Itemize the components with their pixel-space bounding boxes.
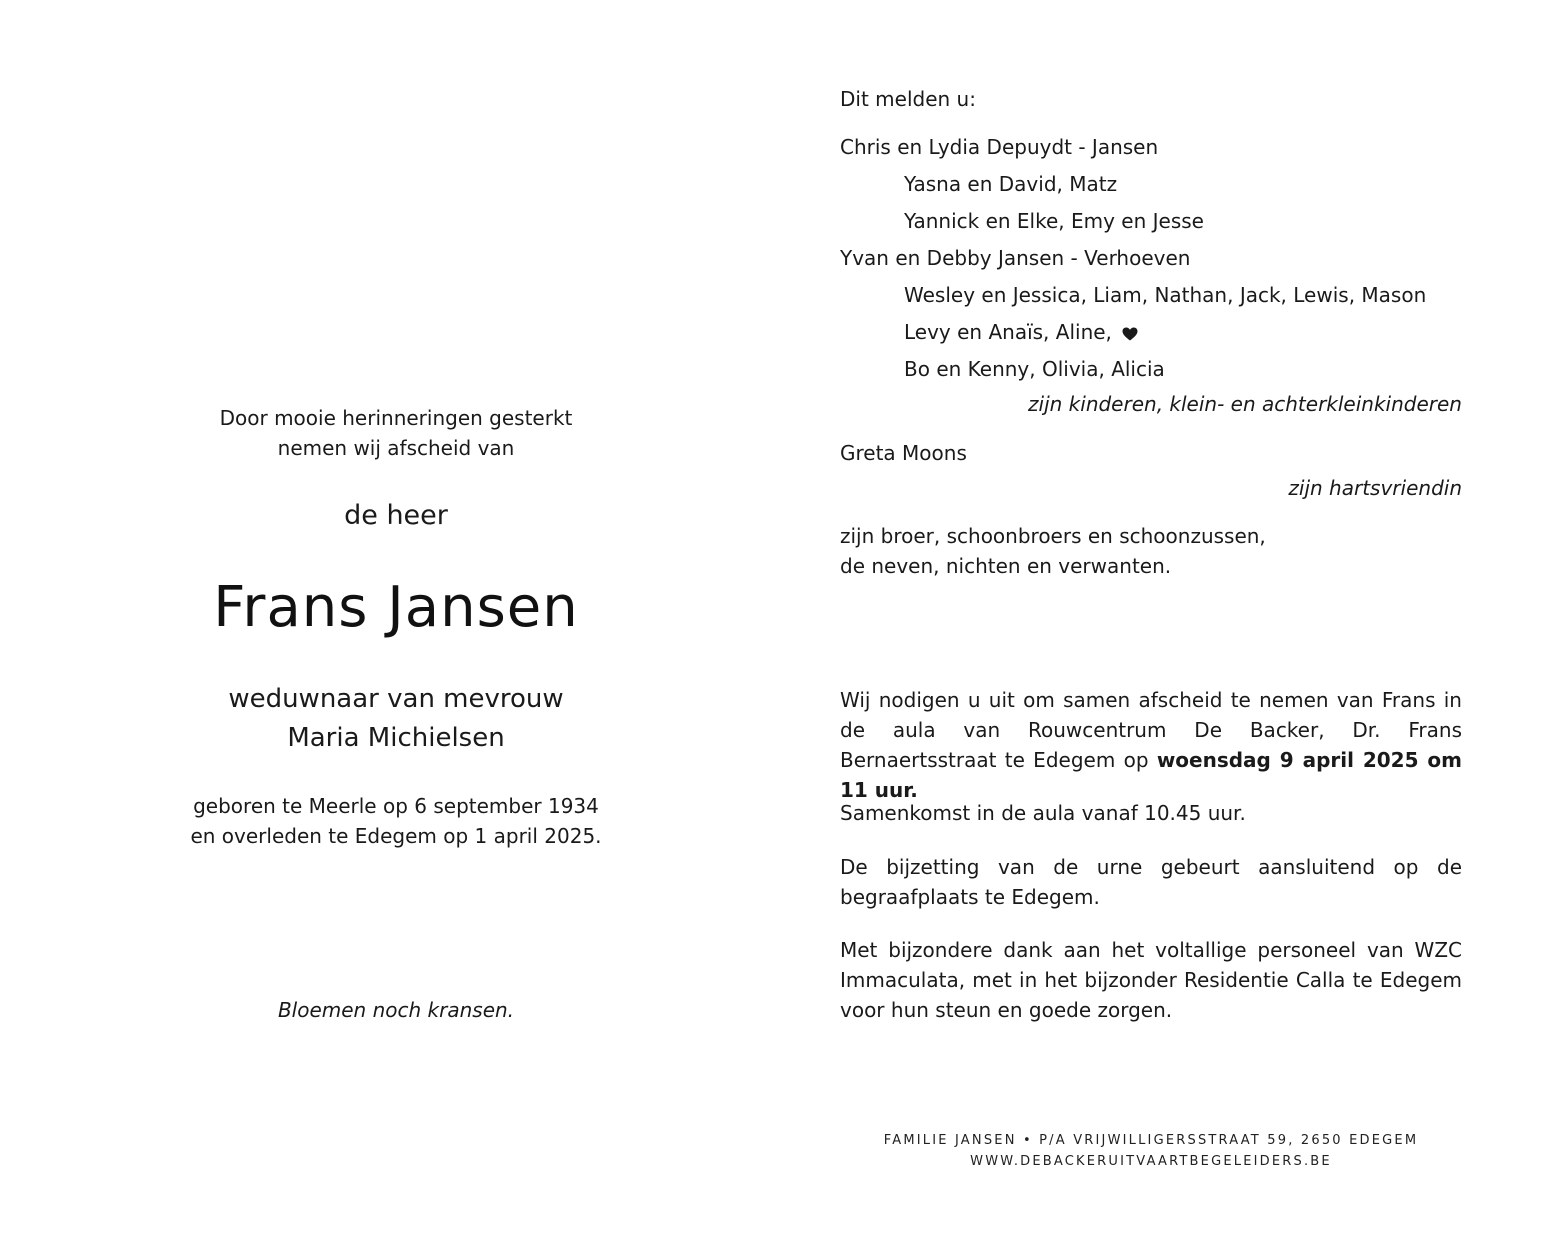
family-2-name: Yvan en Debby Jansen - Verhoeven	[840, 246, 1191, 270]
title-prefix: de heer	[344, 500, 448, 531]
family-1-child: Yannick en Elke, Emy en Jesse	[904, 209, 1204, 233]
spouse-line-1: weduwnaar van mevrouw	[228, 684, 564, 714]
died-line: en overleden te Edegem op 1 april 2025.	[190, 824, 602, 848]
friend-role: zijn hartsvriendin	[1288, 476, 1462, 500]
footer-website: WWW.DEBACKERUITVAARTBEGELEIDERS.BE	[970, 1154, 1332, 1169]
children-role: zijn kinderen, klein- en achterkleinkinderen	[1028, 392, 1462, 416]
spouse-info	[96, 680, 696, 758]
family-2-child: Levy en Anaïs, Aline,	[904, 320, 1112, 344]
family-2-child: Bo en Kenny, Olivia, Alicia	[904, 357, 1165, 381]
footer-address: FAMILIE JANSEN • P/A VRIJWILLIGERSSTRAAT 59, 2650 EDEGEM	[883, 1133, 1419, 1148]
footer	[740, 1130, 1548, 1172]
flowers-note: Bloemen noch kransen.	[277, 998, 515, 1022]
spouse-line-2: Maria Michielsen	[287, 723, 505, 753]
invitation-text: Wij nodigen u uit om samen afscheid te nemen van Frans in de aula van Rouwcentrum De Backer, Dr. Frans Bernaertsstraat te Edegem op	[840, 688, 1462, 772]
burial-paragraph: De bijzetting van de urne gebeurt aansluitend op de begraafplaats te Edegem.	[840, 855, 1462, 909]
intro-line-2: nemen wij afscheid van	[277, 436, 515, 460]
gathering-paragraph: Samenkomst in de aula vanaf 10.45 uur.	[840, 801, 1246, 825]
relatives-line-2: de neven, nichten en verwanten.	[840, 554, 1172, 578]
family-2-child: Wesley en Jessica, Liam, Nathan, Jack, Lewis, Mason	[904, 283, 1427, 307]
thanks-paragraph: Met bijzondere dank aan het voltallige personeel van WZC Immaculata, met in het bijzonder Residentie Calla te Edegem voor hun steun en goede zorgen.	[840, 938, 1462, 1022]
life-dates	[96, 791, 696, 851]
relatives-line-1: zijn broer, schoonbroers en schoonzussen,	[840, 524, 1266, 548]
born-line: geboren te Meerle op 6 september 1934	[193, 794, 599, 818]
family-1-child: Yasna en David, Matz	[904, 172, 1118, 196]
announcers-heading: Dit melden u:	[840, 87, 976, 111]
friend-name: Greta Moons	[840, 441, 967, 465]
invitation-date: woensdag 9 april 2025 om 11 uur.	[840, 748, 1462, 802]
family-1-name: Chris en Lydia Depuydt - Jansen	[840, 135, 1159, 159]
deceased-name: Frans Jansen	[213, 575, 579, 640]
intro-line-1: Door mooie herinneringen gesterkt	[219, 406, 573, 430]
invitation-paragraph	[840, 685, 1462, 805]
ceremony-section	[840, 0, 1462, 1050]
intro-text	[96, 403, 696, 463]
